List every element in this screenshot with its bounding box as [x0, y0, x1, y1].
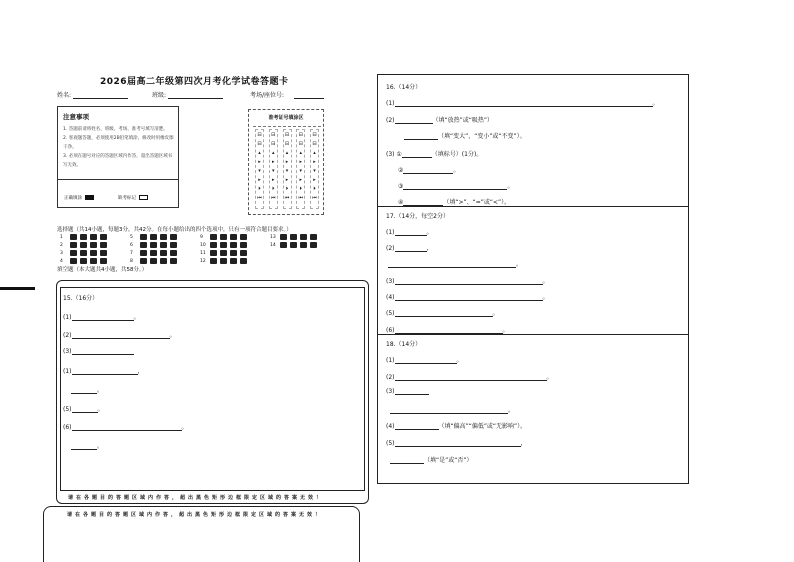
admission-digit-bubble[interactable]: ▾ [258, 168, 261, 174]
mcq-row[interactable] [60, 250, 110, 256]
mcq-row[interactable] [60, 234, 110, 240]
mcq-option-bubble[interactable] [210, 234, 217, 240]
mcq-option-bubble[interactable] [80, 234, 87, 240]
admission-digit-bubble[interactable]: ▸ [271, 159, 275, 165]
right-answer-panel [377, 74, 689, 484]
mcq-row[interactable] [200, 242, 250, 248]
notice-divider [58, 179, 178, 180]
q16-title: 16.（14分） [386, 84, 422, 91]
mcq-row[interactable] [200, 258, 250, 264]
mcq-option-bubble[interactable] [140, 258, 147, 264]
q18-line6[interactable]: (5) ， [386, 440, 527, 447]
q15-line6[interactable]: (5) 。 [63, 406, 104, 413]
q15-line5[interactable]: 。 [71, 385, 103, 394]
mcq-question-number: 2 [60, 242, 63, 248]
mcq-option-bubble[interactable] [170, 242, 177, 248]
admission-digit-bubble[interactable]: ⊟ [257, 141, 262, 147]
mcq-option-bubble[interactable] [150, 250, 157, 256]
seat-field[interactable] [250, 90, 324, 99]
admission-digit-bubble[interactable]: ▴ [299, 150, 302, 156]
mcq-row[interactable] [60, 242, 110, 248]
class-label: 班级: [152, 92, 167, 99]
admission-title: 准考证号填涂区 [268, 115, 304, 121]
q15-line8[interactable]: 。 [71, 441, 103, 450]
mcq-option-bubble[interactable] [240, 250, 247, 256]
notice-items [63, 125, 175, 170]
q18-line4[interactable]: 。 [390, 405, 514, 414]
mcq-option-bubble[interactable] [300, 234, 307, 240]
admission-digit-bubble[interactable]: ⊟ [312, 132, 317, 138]
name-field[interactable] [57, 90, 128, 99]
mcq-option-bubble[interactable] [210, 242, 217, 248]
mcq-option-bubble[interactable] [290, 234, 297, 240]
admission-digit-bubble[interactable]: ⏵ [313, 186, 316, 192]
page-edge-mark [0, 287, 35, 290]
q16-line2[interactable]: (2) （填“放热”或“吸热”） [386, 117, 493, 124]
mcq-option-bubble[interactable] [310, 234, 317, 240]
mcq-option-bubble[interactable] [140, 242, 147, 248]
mcq-row[interactable] [200, 234, 250, 240]
admission-digit-bubble[interactable]: ▸ [299, 177, 302, 183]
q15-line1[interactable]: (1) 。 [63, 314, 140, 321]
q17-line1[interactable]: (1) 。 [386, 229, 433, 236]
q17-divider [378, 334, 688, 335]
mcq-option-bubble[interactable] [90, 250, 97, 256]
mcq-row[interactable] [130, 250, 180, 256]
mcq-option-bubble[interactable] [240, 258, 247, 264]
q17-line5[interactable]: (4) 。 [386, 294, 549, 301]
mcq-option-bubble[interactable] [100, 242, 107, 248]
admission-digit-bubble[interactable]: ▸ [285, 177, 289, 183]
seat-line[interactable] [294, 92, 324, 99]
admission-digit-bubble[interactable]: ▸ [271, 177, 275, 183]
mcq-option-bubble[interactable] [170, 234, 177, 240]
mcq-option-bubble[interactable] [140, 234, 147, 240]
class-field[interactable] [152, 90, 223, 99]
admission-number-area [248, 109, 324, 215]
q16-line4[interactable]: (3) ① （填标号）(1分)。 [386, 151, 483, 158]
mcq-question-number: 10 [200, 242, 206, 248]
mcq-option-bubble[interactable] [230, 234, 237, 240]
mcq-question-number: 6 [130, 242, 133, 248]
mcq-option-bubble[interactable] [230, 250, 237, 256]
notice-item: 1. 答题前请将姓名、班级、考场、准考号填写清楚。 [63, 127, 168, 132]
mcq-option-bubble[interactable] [230, 258, 237, 264]
admission-digit-bubble[interactable]: ⏵ [258, 186, 261, 192]
q17-line7[interactable]: (6) 。 [386, 327, 509, 334]
mcq-option-bubble[interactable] [170, 250, 177, 256]
mcq-question-number: 3 [60, 250, 63, 256]
mcq-option-bubble[interactable] [230, 242, 237, 248]
admission-digit-bubble[interactable]: ▴ [271, 150, 275, 156]
admission-digit-bubble[interactable]: ▸ [258, 159, 261, 165]
q-bottom-box [43, 506, 360, 562]
mcq-question-number: 8 [130, 258, 133, 264]
admission-digit-bubble[interactable]: ▾ [285, 168, 289, 174]
mcq-question-number: 13 [270, 234, 276, 240]
q17-line4[interactable]: (3) 。 [386, 278, 549, 285]
mcq-option-bubble[interactable] [100, 234, 107, 240]
mcq-option-bubble[interactable] [90, 258, 97, 264]
admission-digit-bubble[interactable]: ▸ [258, 177, 261, 183]
mcq-option-bubble[interactable] [70, 258, 77, 264]
admission-column[interactable] [296, 129, 305, 209]
mcq-option-bubble[interactable] [160, 234, 167, 240]
mcq-option-bubble[interactable] [220, 242, 227, 248]
q16-line1[interactable]: (1) 。 [386, 100, 659, 107]
q17-title: 17.（14分，每空2分） [386, 213, 449, 220]
mcq-option-bubble[interactable] [80, 242, 87, 248]
mcq-question-number: 7 [130, 250, 133, 256]
correct-fill-label: 正确填涂 [64, 196, 82, 201]
admission-column[interactable] [255, 129, 264, 209]
mcq-row[interactable] [130, 234, 180, 240]
admission-digit-bubble[interactable]: ▸ [299, 159, 302, 165]
q18-line5[interactable]: (4) （填“偏高”“偏低”或“无影响”）。 [386, 423, 527, 430]
admission-digit-bubble[interactable]: ⊟ [312, 141, 317, 147]
mcq-question-number: 4 [60, 258, 63, 264]
admission-digit-bubble[interactable]: ▴ [285, 150, 289, 156]
page-title: 2026届高二年级第四次月考化学试卷答题卡 [100, 77, 289, 87]
mcq-option-bubble[interactable] [210, 258, 217, 264]
q15-answer-area [60, 287, 365, 491]
q15-line2[interactable]: (2) 。 [63, 332, 176, 339]
mcq-question-number: 1 [60, 234, 63, 240]
mcq-option-bubble[interactable] [240, 242, 247, 248]
mcq-option-bubble[interactable] [70, 250, 77, 256]
filled-box-icon [85, 195, 94, 200]
admission-digit-bubble[interactable]: ⊟ [284, 132, 290, 138]
mcq-option-bubble[interactable] [220, 250, 227, 256]
mcq-option-bubble[interactable] [280, 234, 287, 240]
mcq-option-bubble[interactable] [210, 250, 217, 256]
mcq-option-bubble[interactable] [100, 258, 107, 264]
admission-column[interactable] [269, 129, 278, 209]
admission-digit-bubble[interactable]: ▴ [313, 150, 316, 156]
admission-digit-bubble[interactable]: ▸ [313, 159, 316, 165]
admission-digit-bubble[interactable]: ⏵ [285, 186, 289, 192]
mcq-question-number: 14 [270, 242, 276, 248]
admission-digit-bubble[interactable]: ⊟ [271, 141, 276, 147]
mcq-option-bubble[interactable] [70, 234, 77, 240]
mcq-option-bubble[interactable] [150, 242, 157, 248]
missing-mark[interactable] [118, 195, 148, 201]
q17-line3[interactable]: 。 [388, 259, 522, 268]
mcq-question-number: 12 [200, 258, 206, 264]
admission-digit-bubble[interactable]: ⏵ [299, 186, 302, 192]
mcq-option-bubble[interactable] [220, 258, 227, 264]
q15-line4[interactable]: (1) ， [63, 368, 144, 375]
mcq-option-bubble[interactable] [100, 250, 107, 256]
admission-digit-bubble[interactable]: ⏮ [298, 195, 303, 201]
q15-line3[interactable]: (3) [63, 348, 134, 355]
q18-title: 18.（14分） [386, 341, 422, 348]
q17-line6[interactable]: (5) 。 [386, 310, 499, 317]
empty-box-icon[interactable] [139, 195, 148, 200]
q16-line5[interactable]: ② 。 [398, 167, 460, 174]
mcq-option-bubble[interactable] [150, 258, 157, 264]
q18-line7[interactable]: （填“是”或“否”） [390, 455, 472, 464]
missing-mark-label: 缺考标记 [118, 196, 136, 201]
mcq-row[interactable] [270, 242, 320, 248]
warning-text: 请在各题目的答题区域内作答，超出黑色矩形边框限定区域的答案无效！ [67, 512, 324, 518]
notice-title: 注意事项 [63, 113, 89, 121]
mcq-question-number: 9 [200, 234, 203, 240]
class-line[interactable] [168, 92, 223, 99]
admission-digit-bubble[interactable]: ⏮ [284, 195, 290, 201]
admission-digit-bubble[interactable]: ▾ [299, 168, 302, 174]
mcq-row[interactable] [270, 234, 320, 240]
q15-line7[interactable]: (6) 。 [63, 424, 188, 431]
admission-digit-bubble[interactable]: ⏮ [257, 195, 262, 201]
mcq-option-bubble[interactable] [80, 250, 87, 256]
admission-digit-bubble[interactable]: ▸ [285, 159, 289, 165]
notice-item: 2. 客观题答题，必须使用2B铅笔填涂，修改时用橡皮擦干净。 [63, 136, 174, 150]
mcq-option-bubble[interactable] [160, 242, 167, 248]
q18-line2[interactable]: (2) 。 [386, 374, 553, 381]
mcq-heading: 选择题（共14小题，每题3分，共42分。在每小题给出的四个选项中，只有一项符合题目要求。） [57, 227, 292, 233]
mcq-question-number: 11 [200, 250, 206, 256]
mcq-row[interactable] [130, 242, 180, 248]
admission-digit-bubble[interactable]: ▴ [258, 150, 261, 156]
mcq-option-bubble[interactable] [90, 242, 97, 248]
notice-item: 3. 必须在题号对应的答题区域内作答，超出答题区域书写无效。 [63, 154, 173, 168]
mcq-question-number: 5 [130, 234, 133, 240]
admission-digit-bubble[interactable]: ▸ [313, 177, 316, 183]
notice-box [57, 106, 179, 208]
q16-divider [378, 206, 688, 207]
mcq-option-bubble[interactable] [150, 234, 157, 240]
q18-line1[interactable]: (1) 。 [386, 357, 463, 364]
mcq-option-bubble[interactable] [160, 258, 167, 264]
q16-line3[interactable]: （填“变大”、“变小”或“不变”）。 [404, 131, 526, 140]
admission-column[interactable] [283, 129, 292, 209]
mcq-option-bubble[interactable] [80, 258, 87, 264]
mcq-option-bubble[interactable] [280, 242, 287, 248]
admission-digit-bubble[interactable]: ⊟ [298, 141, 303, 147]
mcq-option-bubble[interactable] [300, 242, 307, 248]
fill-heading: 填空题（本大题共4小题，共58分。） [57, 267, 148, 273]
admission-digit-bubble[interactable]: ⊟ [298, 132, 303, 138]
mcq-option-bubble[interactable] [160, 250, 167, 256]
q17-line2[interactable]: (2) ， [386, 245, 433, 252]
admission-digit-bubble[interactable]: ⏮ [312, 195, 317, 201]
mcq-option-bubble[interactable] [220, 234, 227, 240]
mcq-option-bubble[interactable] [310, 242, 317, 248]
admission-digit-bubble[interactable]: ⊟ [271, 132, 276, 138]
admission-digit-bubble[interactable]: ⏵ [271, 186, 275, 192]
q16-line7[interactable]: ④ （填“>”、“=”或“<”）。 [398, 199, 511, 206]
mcq-row[interactable] [130, 258, 180, 264]
mcq-option-bubble[interactable] [140, 250, 147, 256]
q16-line6[interactable]: ③ 。 [398, 183, 514, 190]
admission-digit-bubble[interactable]: ▾ [271, 168, 275, 174]
mcq-option-bubble[interactable] [170, 258, 177, 264]
name-label: 姓名: [57, 92, 72, 99]
admission-digit-bubble[interactable]: ⊟ [257, 132, 262, 138]
q18-line3[interactable]: (3) [386, 388, 429, 395]
admission-column[interactable] [310, 129, 319, 209]
mcq-row[interactable] [60, 258, 110, 264]
warning-text: 请在各题目的答题区域内作答，超出黑色矩形边框限定区域的答案无效！ [68, 495, 325, 501]
admission-digit-bubble[interactable]: ▾ [313, 168, 316, 174]
admission-digit-bubble[interactable]: ⏮ [270, 195, 276, 201]
name-line[interactable] [73, 92, 128, 99]
correct-fill-example [64, 195, 94, 201]
admission-grid[interactable] [253, 126, 321, 212]
mcq-row[interactable] [200, 250, 250, 256]
mcq-option-bubble[interactable] [70, 242, 77, 248]
mcq-option-bubble[interactable] [240, 234, 247, 240]
admission-digit-bubble[interactable]: ⊟ [284, 141, 290, 147]
q15-title: 15.（16分） [63, 295, 99, 302]
mcq-option-bubble[interactable] [90, 234, 97, 240]
mcq-option-bubble[interactable] [290, 242, 297, 248]
seat-label: 考场/座位号: [250, 92, 285, 99]
